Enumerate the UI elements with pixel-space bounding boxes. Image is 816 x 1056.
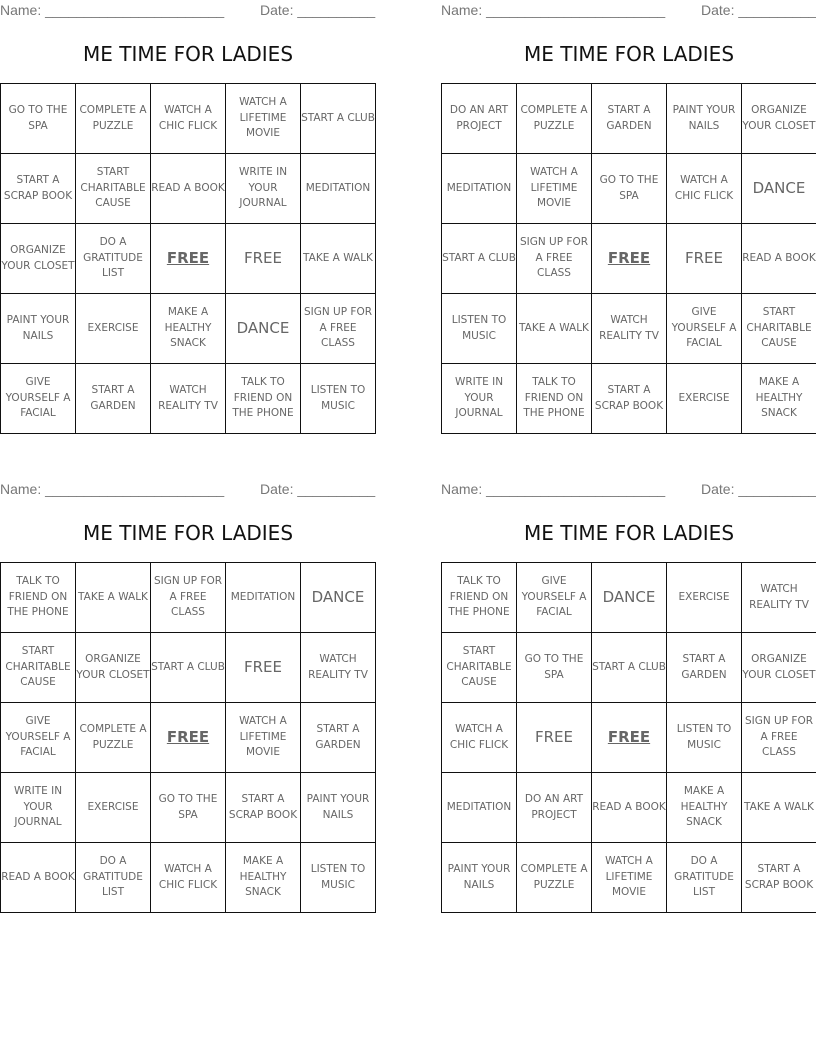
bingo-cell[interactable]: DANCE — [592, 563, 667, 633]
bingo-cell[interactable]: LISTEN TO MUSIC — [667, 703, 742, 773]
bingo-cell[interactable]: EXERCISE — [667, 563, 742, 633]
grid-row — [1, 364, 376, 434]
bingo-cell[interactable]: DANCE — [742, 154, 816, 224]
bingo-cell[interactable]: TALK TO FRIEND ON THE PHONE — [517, 364, 592, 434]
bingo-cell[interactable]: TALK TO FRIEND ON THE PHONE — [226, 364, 301, 434]
bingo-cell[interactable]: PAINT YOUR NAILS — [667, 84, 742, 154]
bingo-cell[interactable]: START A SCRAP BOOK — [1, 154, 76, 224]
bingo-cell[interactable]: WATCH A CHIC FLICK — [151, 84, 226, 154]
bingo-cell[interactable]: TAKE A WALK — [742, 773, 816, 843]
bingo-cell[interactable]: FREE — [226, 224, 301, 294]
bingo-grid — [0, 562, 376, 913]
bingo-cell[interactable]: COMPLETE A PUZZLE — [517, 84, 592, 154]
bingo-cell[interactable]: WATCH A LIFETIME MOVIE — [226, 84, 301, 154]
bingo-cell[interactable]: GIVE YOURSELF A FACIAL — [1, 364, 76, 434]
bingo-cell[interactable]: WRITE IN YOUR JOURNAL — [226, 154, 301, 224]
bingo-cell[interactable]: WATCH A CHIC FLICK — [442, 703, 517, 773]
bingo-cell[interactable]: TAKE A WALK — [76, 563, 151, 633]
bingo-cell[interactable]: SIGN UP FOR A FREE CLASS — [151, 563, 226, 633]
name-date-line — [441, 481, 816, 497]
bingo-cell[interactable]: WATCH REALITY TV — [301, 633, 376, 703]
card-title: ME TIME FOR LADIES — [523, 521, 735, 545]
bingo-cell[interactable]: START A SCRAP BOOK — [742, 843, 816, 913]
bingo-cell[interactable]: FREE — [667, 224, 742, 294]
bingo-cell[interactable]: MEDITATION — [442, 154, 517, 224]
bingo-cell[interactable]: LISTEN TO MUSIC — [301, 843, 376, 913]
bingo-cell[interactable]: GIVE YOURSELF A FACIAL — [517, 563, 592, 633]
bingo-cell[interactable]: GIVE YOURSELF A FACIAL — [667, 294, 742, 364]
bingo-cell[interactable]: DO A GRATITUDE LIST — [76, 224, 151, 294]
bingo-cell[interactable]: WRITE IN YOUR JOURNAL — [442, 364, 517, 434]
bingo-cell[interactable]: START A GARDEN — [592, 84, 667, 154]
bingo-cell[interactable]: SIGN UP FOR A FREE CLASS — [301, 294, 376, 364]
bingo-cell[interactable]: READ A BOOK — [1, 843, 76, 913]
bingo-cell[interactable]: GO TO THE SPA — [151, 773, 226, 843]
date-field[interactable]: Date: __________ — [260, 2, 376, 18]
bingo-cell[interactable]: MEDITATION — [301, 154, 376, 224]
bingo-cell[interactable]: DANCE — [226, 294, 301, 364]
bingo-grid — [441, 83, 816, 434]
bingo-cell[interactable]: WATCH A CHIC FLICK — [667, 154, 742, 224]
bingo-cell[interactable]: WATCH REALITY TV — [742, 563, 816, 633]
bingo-cell[interactable]: GO TO THE SPA — [1, 84, 76, 154]
bingo-cell[interactable]: START A SCRAP BOOK — [226, 773, 301, 843]
bingo-grid — [0, 83, 376, 434]
grid-row — [1, 154, 376, 224]
name-date-line — [0, 2, 376, 18]
bingo-cell[interactable]: FREE — [517, 703, 592, 773]
bingo-cell[interactable]: MAKE A HEALTHY SNACK — [742, 364, 816, 434]
bingo-cell[interactable]: READ A BOOK — [151, 154, 226, 224]
bingo-cell[interactable]: COMPLETE A PUZZLE — [76, 84, 151, 154]
bingo-cell[interactable]: SIGN UP FOR A FREE CLASS — [742, 703, 816, 773]
bingo-cell[interactable]: START A GARDEN — [76, 364, 151, 434]
bingo-cell[interactable]: START CHARITABLE CAUSE — [442, 633, 517, 703]
date-field[interactable]: Date: __________ — [701, 2, 816, 18]
bingo-cell[interactable]: DO AN ART PROJECT — [442, 84, 517, 154]
free-space[interactable]: FREE — [592, 703, 667, 773]
bingo-cell[interactable]: START A CLUB — [151, 633, 226, 703]
bingo-cell[interactable]: READ A BOOK — [592, 773, 667, 843]
bingo-cell[interactable]: DO A GRATITUDE LIST — [667, 843, 742, 913]
name-date-line — [0, 481, 376, 497]
grid-row — [1, 294, 376, 364]
name-date-line — [441, 2, 816, 18]
grid-row — [442, 154, 816, 224]
bingo-grid — [441, 562, 816, 913]
bingo-cell[interactable]: LISTEN TO MUSIC — [442, 294, 517, 364]
grid-row — [442, 703, 816, 773]
grid-row — [1, 224, 376, 294]
grid-row — [1, 843, 376, 913]
grid-row — [442, 563, 816, 633]
name-field[interactable]: Name: _______________________ — [441, 2, 666, 18]
name-field[interactable]: Name: _______________________ — [441, 481, 666, 497]
bingo-cell[interactable]: GO TO THE SPA — [517, 633, 592, 703]
grid-row — [442, 294, 816, 364]
bingo-cell[interactable]: TALK TO FRIEND ON THE PHONE — [1, 563, 76, 633]
bingo-cell[interactable]: ORGANIZE YOUR CLOSET — [742, 633, 816, 703]
bingo-cell[interactable]: START CHARITABLE CAUSE — [742, 294, 816, 364]
bingo-cell[interactable]: DO A GRATITUDE LIST — [76, 843, 151, 913]
bingo-cell[interactable]: MEDITATION — [226, 563, 301, 633]
grid-row — [1, 773, 376, 843]
grid-row — [442, 843, 816, 913]
bingo-cell[interactable]: MAKE A HEALTHY SNACK — [667, 773, 742, 843]
bingo-cell[interactable]: MAKE A HEALTHY SNACK — [226, 843, 301, 913]
bingo-cell[interactable]: WATCH REALITY TV — [592, 294, 667, 364]
bingo-cell[interactable]: WRITE IN YOUR JOURNAL — [1, 773, 76, 843]
bingo-cell[interactable]: COMPLETE A PUZZLE — [517, 843, 592, 913]
grid-row — [1, 703, 376, 773]
bingo-cell[interactable]: TAKE A WALK — [517, 294, 592, 364]
bingo-cell[interactable]: START A CLUB — [301, 84, 376, 154]
bingo-cell[interactable]: LISTEN TO MUSIC — [301, 364, 376, 434]
bingo-cell[interactable]: EXERCISE — [76, 773, 151, 843]
grid-row — [442, 364, 816, 434]
free-space[interactable]: FREE — [592, 224, 667, 294]
bingo-cell[interactable]: ORGANIZE YOUR CLOSET — [76, 633, 151, 703]
grid-row — [442, 773, 816, 843]
card-title: ME TIME FOR LADIES — [82, 42, 294, 66]
grid-row — [442, 84, 816, 154]
bingo-cell[interactable]: MAKE A HEALTHY SNACK — [151, 294, 226, 364]
bingo-cell[interactable]: START CHARITABLE CAUSE — [1, 633, 76, 703]
bingo-cell[interactable]: START A SCRAP BOOK — [592, 364, 667, 434]
bingo-cell[interactable]: WATCH REALITY TV — [151, 364, 226, 434]
grid-row — [442, 633, 816, 703]
name-field[interactable]: Name: _______________________ — [0, 481, 225, 497]
bingo-cell[interactable]: START CHARITABLE CAUSE — [76, 154, 151, 224]
bingo-cell[interactable]: GO TO THE SPA — [592, 154, 667, 224]
bingo-cell[interactable]: GIVE YOURSELF A FACIAL — [1, 703, 76, 773]
bingo-cell[interactable]: START A GARDEN — [667, 633, 742, 703]
bingo-cell[interactable]: SIGN UP FOR A FREE CLASS — [517, 224, 592, 294]
bingo-cell[interactable]: MEDITATION — [442, 773, 517, 843]
bingo-cell[interactable]: TAKE A WALK — [301, 224, 376, 294]
grid-row — [1, 563, 376, 633]
bingo-cell[interactable]: ORGANIZE YOUR CLOSET — [742, 84, 816, 154]
bingo-cell[interactable]: FREE — [226, 633, 301, 703]
bingo-cell[interactable]: WATCH A LIFETIME MOVIE — [517, 154, 592, 224]
grid-row — [1, 84, 376, 154]
card-title: ME TIME FOR LADIES — [523, 42, 735, 66]
bingo-cell[interactable]: START A GARDEN — [301, 703, 376, 773]
bingo-cell[interactable]: ORGANIZE YOUR CLOSET — [1, 224, 76, 294]
bingo-cell[interactable]: WATCH A LIFETIME MOVIE — [592, 843, 667, 913]
grid-row — [442, 224, 816, 294]
bingo-cell[interactable]: START A CLUB — [442, 224, 517, 294]
free-space[interactable]: FREE — [151, 703, 226, 773]
bingo-cell[interactable]: DO AN ART PROJECT — [517, 773, 592, 843]
bingo-cell[interactable]: TALK TO FRIEND ON THE PHONE — [442, 563, 517, 633]
bingo-cell[interactable]: PAINT YOUR NAILS — [442, 843, 517, 913]
bingo-cell[interactable]: READ A BOOK — [742, 224, 816, 294]
bingo-cell[interactable]: EXERCISE — [667, 364, 742, 434]
bingo-cell[interactable]: PAINT YOUR NAILS — [301, 773, 376, 843]
date-field[interactable]: Date: __________ — [701, 481, 816, 497]
card-title: ME TIME FOR LADIES — [82, 521, 294, 545]
bingo-cell[interactable]: DANCE — [301, 563, 376, 633]
bingo-cell[interactable]: COMPLETE A PUZZLE — [76, 703, 151, 773]
name-field[interactable]: Name: _______________________ — [0, 2, 225, 18]
free-space[interactable]: FREE — [151, 224, 226, 294]
bingo-cell[interactable]: PAINT YOUR NAILS — [1, 294, 76, 364]
bingo-cell[interactable]: EXERCISE — [76, 294, 151, 364]
grid-row — [1, 633, 376, 703]
bingo-cell[interactable]: WATCH A CHIC FLICK — [151, 843, 226, 913]
bingo-cell[interactable]: WATCH A LIFETIME MOVIE — [226, 703, 301, 773]
bingo-cell[interactable]: START A CLUB — [592, 633, 667, 703]
date-field[interactable]: Date: __________ — [260, 481, 376, 497]
